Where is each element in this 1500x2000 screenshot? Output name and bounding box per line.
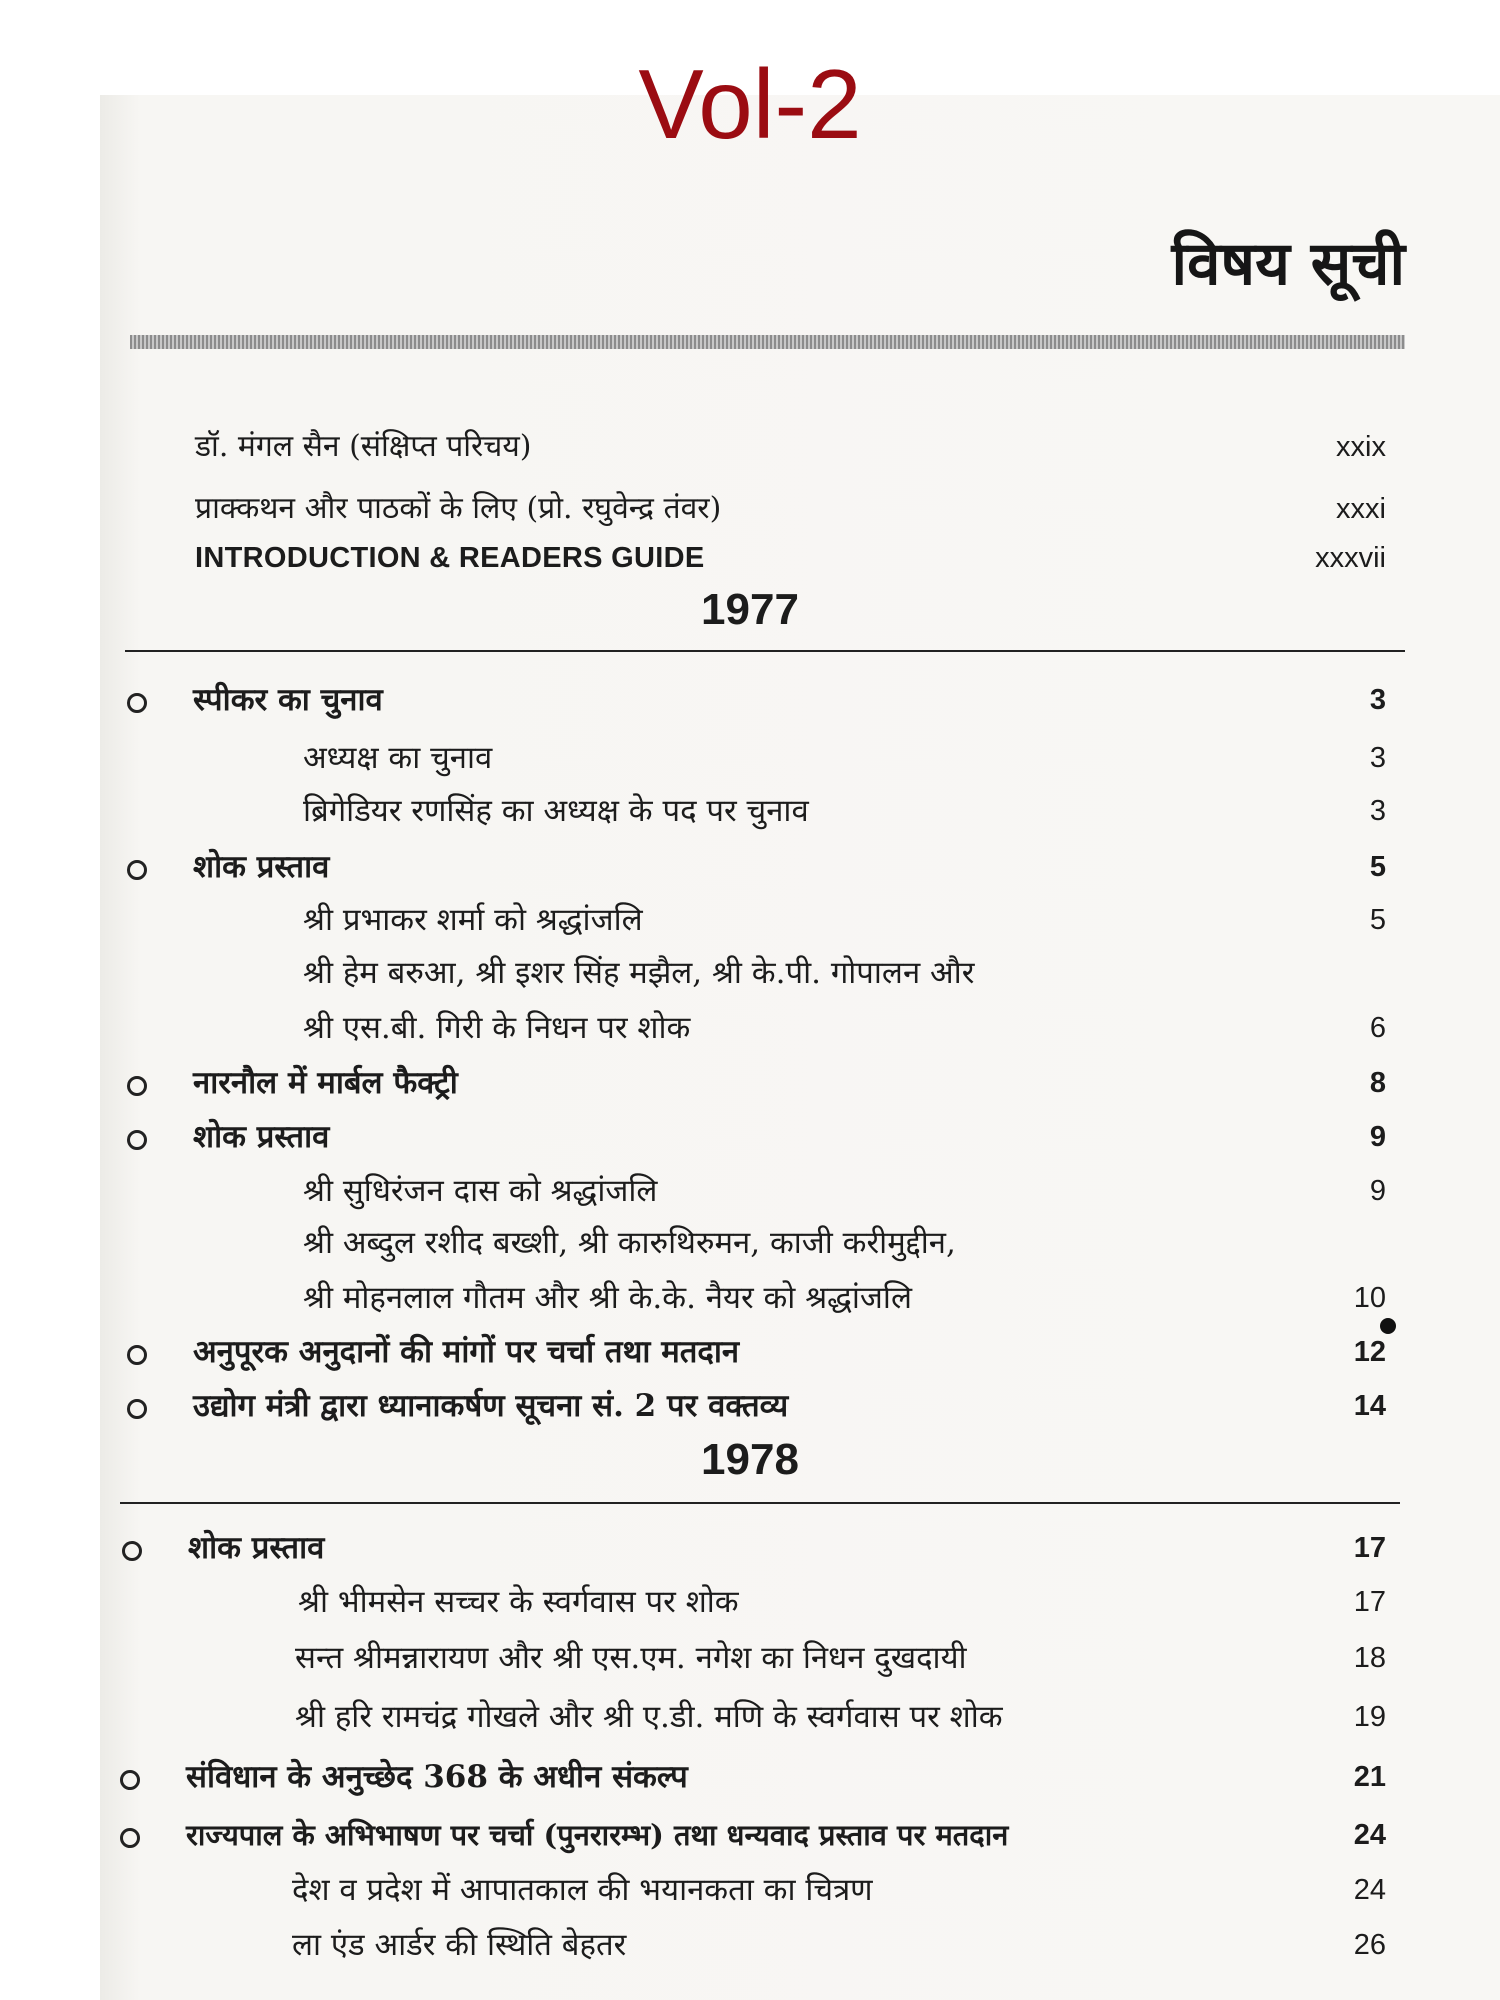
bullet-icon <box>127 1076 147 1096</box>
entry-title: श्री प्रभाकर शर्मा को श्रद्धांजलि <box>303 902 643 938</box>
entry-page: 24 <box>1353 1874 1386 1906</box>
entry-page: 3 <box>1369 795 1386 827</box>
entry-title: ला एंड आर्डर की स्थिति बेहतर <box>292 1927 627 1963</box>
table-of-contents-heading: विषय सूची <box>1171 229 1405 299</box>
year-rule <box>125 650 1405 652</box>
entry-page: 21 <box>1353 1761 1386 1793</box>
entry-title: श्री भीमसेन सच्चर के स्वर्गवास पर शोक <box>298 1584 739 1620</box>
entry-page: 8 <box>1369 1067 1386 1099</box>
ink-spot <box>1380 1318 1396 1334</box>
entry-page: xxxvii <box>1315 542 1386 574</box>
entry-page: 9 <box>1369 1121 1386 1153</box>
entry-page: 19 <box>1353 1701 1386 1733</box>
entry-page: 3 <box>1369 742 1386 774</box>
entry-title: शोक प्रस्ताव <box>193 1119 330 1155</box>
entry-title: स्पीकर का चुनाव <box>193 682 383 718</box>
volume-label: Vol-2 <box>638 49 862 159</box>
entry-page: 17 <box>1353 1532 1386 1564</box>
entry-page: 5 <box>1369 851 1386 883</box>
bullet-icon <box>120 1828 140 1848</box>
entry-title: INTRODUCTION & READERS GUIDE <box>195 542 705 574</box>
entry-title: सन्त श्रीमन्नारायण और श्री एस.एम. नगेश का निधन दुखदायी <box>295 1640 967 1676</box>
entry-title: ब्रिगेडियर रणसिंह का अध्यक्ष के पद पर चुनाव <box>303 793 809 829</box>
entry-page: 10 <box>1353 1282 1386 1314</box>
bullet-icon <box>127 1345 147 1365</box>
bullet-icon <box>122 1541 142 1561</box>
year-rule <box>120 1502 1400 1504</box>
entry-page: xxxi <box>1336 493 1386 525</box>
entry-title: शोक प्रस्ताव <box>188 1530 325 1566</box>
entry-title: नारनौल में मार्बल फैक्ट्री <box>193 1065 458 1101</box>
entry-page: 18 <box>1353 1642 1386 1674</box>
entry-page: 12 <box>1353 1336 1386 1368</box>
entry-title: शोक प्रस्ताव <box>193 849 330 885</box>
bullet-icon <box>127 1130 147 1150</box>
bullet-icon <box>127 693 147 713</box>
entry-page: 3 <box>1369 684 1386 716</box>
entry-title: श्री हेम बरुआ, श्री इशर सिंह मझैल, श्री के.पी. गोपालन और <box>303 955 975 991</box>
entry-title: उद्योग मंत्री द्वारा ध्यानाकर्षण सूचना सं. 2 पर वक्तव्य <box>193 1388 789 1424</box>
entry-page: 14 <box>1353 1390 1386 1422</box>
year-heading: 1978 <box>701 1435 799 1484</box>
entry-title: अध्यक्ष का चुनाव <box>303 740 493 776</box>
entry-title: देश व प्रदेश में आपातकाल की भयानकता का चित्रण <box>292 1872 873 1908</box>
entry-page: 24 <box>1353 1819 1386 1851</box>
entry-title: श्री मोहनलाल गौतम और श्री के.के. नैयर को श्रद्धांजलि <box>303 1280 912 1316</box>
year-heading: 1977 <box>701 585 799 634</box>
entry-page: 5 <box>1369 904 1386 936</box>
entry-page: xxix <box>1336 431 1386 463</box>
bullet-icon <box>120 1770 140 1790</box>
entry-title: डॉ. मंगल सैन (संक्षिप्त परिचय) <box>195 429 532 464</box>
entry-title: श्री अब्दुल रशीद बख्शी, श्री कारुथिरुमन, काजी करीमुद्दीन, <box>303 1225 956 1261</box>
entry-title: प्राक्कथन और पाठकों के लिए (प्रो. रघुवेन्द्र तंवर) <box>195 491 722 526</box>
entry-page: 9 <box>1369 1175 1386 1207</box>
entry-title: राज्यपाल के अभिभाषण पर चर्चा (पुनरारम्भ) तथा धन्यवाद प्रस्ताव पर मतदान <box>186 1818 1009 1852</box>
entry-title: अनुपूरक अनुदानों की मांगों पर चर्चा तथा मतदान <box>193 1334 740 1370</box>
entry-title: संविधान के अनुच्छेद 368 के अधीन संकल्प <box>186 1759 688 1795</box>
entry-title: श्री सुधिरंजन दास को श्रद्धांजलि <box>303 1173 658 1209</box>
entry-page: 26 <box>1353 1929 1386 1961</box>
bullet-icon <box>127 860 147 880</box>
entry-title: श्री हरि रामचंद्र गोखले और श्री ए.डी. मणि के स्वर्गवास पर शोक <box>295 1699 1003 1735</box>
bullet-icon <box>127 1399 147 1419</box>
heading-rule <box>130 335 1405 349</box>
entry-page: 6 <box>1369 1012 1386 1044</box>
entry-title: श्री एस.बी. गिरी के निधन पर शोक <box>303 1010 691 1046</box>
entry-page: 17 <box>1353 1586 1386 1618</box>
